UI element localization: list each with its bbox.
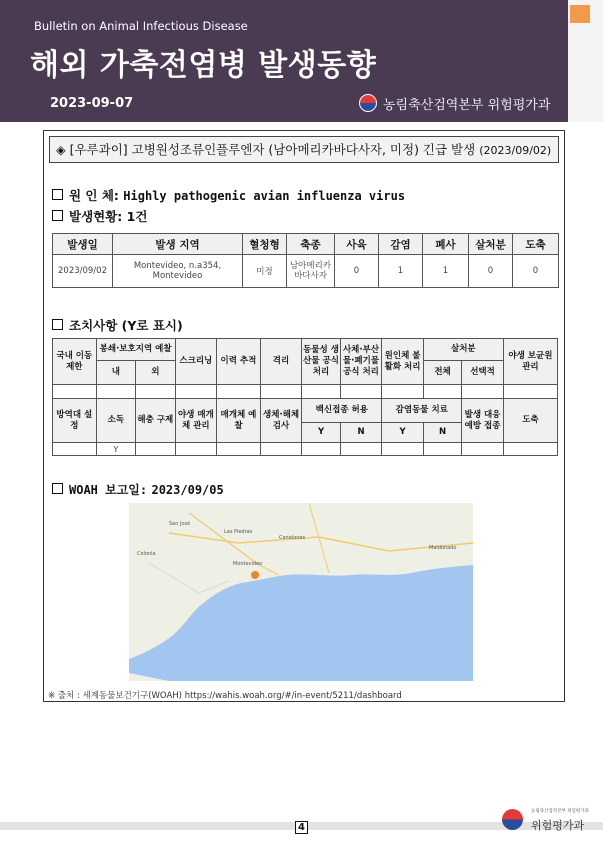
source-note: ※ 출처 : 세계동물보건기구(WOAH) https://wahis.woah.org/#/in-event/5211/dashboard [48,691,402,701]
table-header-row [53,339,558,361]
col-header: 전체 [423,361,461,385]
accent-square [570,5,590,23]
col-header: 국내 이동 제한 [53,339,97,385]
table-cell: 0 [513,255,559,288]
table-cell: 미정 [243,255,287,288]
col-header: Y [302,423,340,443]
col-header: 사체·부산물·폐기물 공식 처리 [340,339,382,385]
col-header: 외 [136,361,175,385]
col-header: 발생일 [53,234,113,255]
col-header: 혈청형 [243,234,287,255]
table-cell: 0 [469,255,513,288]
col-header: 백신접종 허용 [302,399,382,423]
map-label: Montevideo [233,561,263,567]
cause-line [52,186,405,204]
col-header: 원인체 불활화 처리 [382,339,424,385]
report-title-box [49,136,559,163]
col-header: 내 [96,361,135,385]
outbreak-table [52,233,559,288]
col-header: 축종 [287,234,335,255]
agency-name: 농림축산검역본부 위험평가과 [383,98,551,113]
col-header: 사육 [335,234,379,255]
table-header-row [53,234,559,255]
square-bullet-icon [52,189,63,200]
square-bullet-icon [52,210,63,221]
map-label: Colonia [137,551,156,557]
col-header: 소독 [96,399,135,443]
measures-label: 조치사항 (Y로 표시) [69,318,183,333]
col-header: 폐사 [423,234,469,255]
publish-date: 2023-09-07 [50,96,134,111]
col-header: 동물성 생산물 공식 처리 [302,339,340,385]
col-header: 격리 [260,339,302,385]
header-subtitle: Bulletin on Animal Infectious Disease [34,19,248,33]
col-header: 선택적 [462,361,504,385]
square-bullet-icon [52,319,63,330]
col-header: 도축 [503,399,557,443]
table-cell: 1 [423,255,469,288]
disinfection-mark: Y [96,443,135,456]
footer-org-small: 농림축산검역본부 위험평가과 [531,809,589,814]
outbreak-location-marker [251,571,259,579]
map-graphic [129,503,473,681]
table-cell: 0 [335,255,379,288]
occurrence-label: 발생현황: [69,209,123,224]
occurrence-line [52,207,147,225]
col-header: 도축 [513,234,559,255]
col-header: 이력 추적 [217,339,261,385]
map-label: Maldonado [429,545,457,551]
land-area-south [129,673,169,681]
col-header: 야생 매개체 관리 [175,399,217,443]
table-cell: 2023/09/02 [53,255,113,288]
woah-value: 2023/09/05 [151,483,224,497]
table-row [53,255,559,288]
cause-value: Highly pathogenic avian influenza virus [123,189,406,203]
measures-line [52,316,183,334]
measures-table [52,338,558,456]
table-row [53,443,558,456]
col-header: N [340,423,382,443]
col-header: 발생 대응 예방 접종 [462,399,504,443]
col-header: 야생 보균원 관리 [503,339,557,385]
page-number: 4 [295,821,308,834]
report-date: (2023/09/02) [479,144,552,157]
page-title: 해외 가축전염병 발생동향 [30,48,377,83]
occurrence-value: 1건 [126,209,148,224]
map-label: Canelones [279,535,306,541]
col-header: N [423,423,461,443]
col-header: 매개체 예찰 [217,399,261,443]
table-header-row [53,399,558,423]
outbreak-map [129,503,473,681]
footer-org: 위험평가과 [531,819,585,832]
col-header: 감염동물 치료 [382,399,462,423]
table-cell: Montevideo, n.a354, Montevideo [113,255,243,288]
agency-logo-icon [359,94,377,112]
col-header: 감염 [379,234,423,255]
square-bullet-icon [52,483,63,494]
col-header: 방역대 설정 [53,399,97,443]
woah-label: WOAH 보고일: [69,483,148,497]
col-header: 살처분 [423,339,503,361]
diamond-icon: ◈ [56,142,66,157]
col-header: 발생 지역 [113,234,243,255]
col-header: 살처분 [469,234,513,255]
col-header: Y [382,423,424,443]
footer-logo-icon [502,809,523,830]
col-header: 생체·해체 검사 [260,399,302,443]
table-row [53,385,558,399]
report-title: [우루과이] 고병원성조류인플루엔자 (남아메리카바다사자, 미정) 긴급 발생 [69,142,476,157]
col-header: 해충 구제 [136,399,175,443]
table-cell: 1 [379,255,423,288]
table-cell: 남아메리카바다사자 [287,255,335,288]
col-header: 봉쇄·보호지역 예찰 [96,339,175,361]
woah-line [52,481,224,498]
map-label: Las Piedras [224,529,253,535]
map-label: San José [169,521,191,527]
cause-label: 원 인 체: [69,188,119,203]
col-header: 스크리닝 [175,339,217,385]
